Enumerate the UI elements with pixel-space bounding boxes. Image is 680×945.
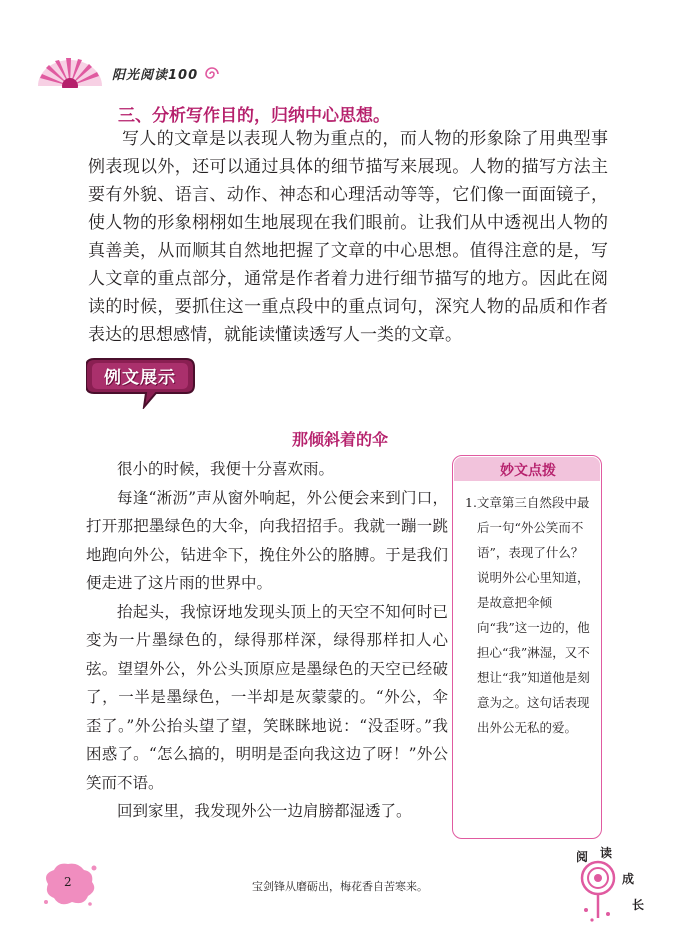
page-number: 2 xyxy=(64,875,72,889)
brand-char: 长 xyxy=(632,898,645,912)
swirl-icon xyxy=(202,66,222,82)
growth-brand-logo xyxy=(572,844,652,924)
article-title: 那倾斜着的伞 xyxy=(291,430,388,449)
article-paragraph: 每逢“淅沥”声从窗外响起，外公便会来到门口，打开那把墨绿色的大伞，向我招招手。我就一蹦一跳地跑向外公，钻进伞下，挽住外公的胳膊。于是我们便走进了这片雨的世界中。 xyxy=(86,488,448,592)
commentary-note: 1.文章第三自然段中最后一句“外公笑而不语”，表现了什么？说明外公心里知道，是故意把伞倾向“我”这一边的，他担心“我”淋湿，又不想让“我”知道他是刻意为之。这句话表现出外公无私的爱。 xyxy=(465,495,590,735)
brand-char: 读 xyxy=(600,846,613,860)
section-heading: 三、分析写作目的，归纳中心思想。 xyxy=(118,106,390,126)
commentary-title: 妙文点拨 xyxy=(500,463,556,479)
article-paragraph: 回到家里，我发现外公一边肩膀都湿透了。 xyxy=(117,802,412,820)
brand-char: 阅 xyxy=(576,850,589,864)
series-title: 阳光阅读100 xyxy=(112,68,199,83)
article-paragraph: 抬起头，我惊讶地发现头顶上的天空不知何时已变为一片墨绿色的，绿得那样深，绿得那样扣人心弦。望望外公，外公头顶原应是墨绿色的天空已经破了，一半是墨绿色，一半却是灰蒙蒙的。“外公，伞歪了。”外公抬头望了望，笑眯眯地说：“没歪呀。”我困惑了。“怎么搞的，明明是歪向我这边了呀！”外公笑而不语。 xyxy=(86,602,448,792)
sun-fan-icon xyxy=(30,56,110,88)
intro-paragraph: 写人的文章是以表现人物为重点的，而人物的形象除了用典型事例表现以外，还可以通过具体的细节描写来展现。人物的描写方法主要有外貌、语言、动作、神态和心理活动等等，它们像一面面镜子，使人物的形象栩栩如生地展现在我们眼前。让我们从中透视出人物的真善美，从而顺其自然地把握了文章的中心思想。值得注意的是，写人文章的重点部分，通常是作者着力进行细节描写的地方。因此在阅读的时候，要抓住这一重点段中的重点词句，深究人物的品质和作者表达的思想感情，就能读懂读透写人一类的文章。 xyxy=(88,129,608,345)
footer-motto: 宝剑锋从磨砺出，梅花香自苦寒来。 xyxy=(252,880,428,893)
example-badge xyxy=(86,357,206,409)
commentary-box xyxy=(452,455,602,839)
brand-char: 成 xyxy=(622,872,635,886)
badge-label: 例文展示 xyxy=(104,367,176,388)
article-body xyxy=(86,455,448,826)
series-header xyxy=(30,56,230,90)
article-paragraph: 很小的时候，我便十分喜欢雨。 xyxy=(117,460,335,478)
